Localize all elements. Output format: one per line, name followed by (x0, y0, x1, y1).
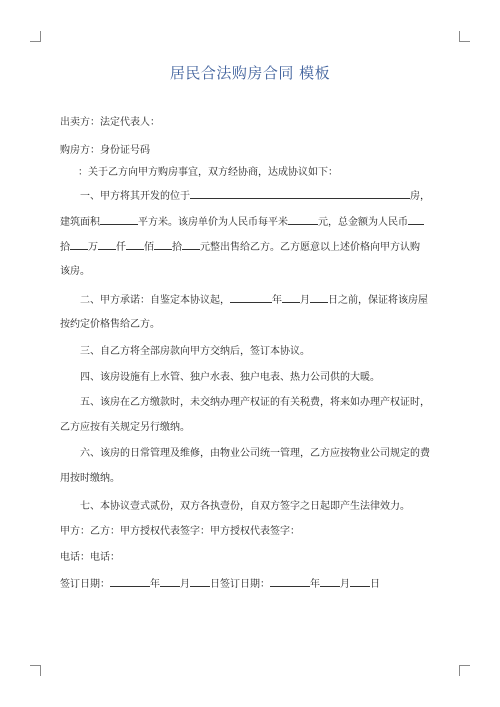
clause-2-text-a: 二、甲方承诺：自鉴定本协议起， (80, 295, 230, 306)
signers-line: 甲方：乙方：甲方授权代表签字：甲方授权代表签字： (60, 526, 300, 537)
corner-mark-bottom-left (30, 665, 41, 676)
day-blank (310, 293, 328, 303)
clause-2-year-label: 年 (272, 295, 282, 306)
sign-day-blank-1 (190, 577, 210, 587)
clause-6-line-2: 用按时缴纳。 (60, 473, 120, 484)
amount-blank-3 (126, 240, 144, 250)
clause-6-text-a: 六、该房的日常管理及维修，由物业公司统一管理，乙方应按物业公司规定的费 (80, 448, 430, 459)
year-blank (230, 293, 272, 303)
amount-blank-1 (70, 240, 88, 250)
corner-mark-top-left (30, 31, 41, 42)
clause-5-line-2: 乙方应按有关规定另行缴纳。 (60, 422, 190, 433)
corner-mark-bottom-right (459, 665, 470, 676)
sign-month-label-2: 月 (340, 579, 350, 590)
clause-5-text-a: 五、该房在乙方缴款时，未交纳办理产权证的有关税费，将来如办理产权证时， (80, 397, 430, 408)
amount-wan-label: 万 (88, 242, 98, 253)
clause-4-text: 四、该房设施有上水管、独户水表、独户电表、热力公司供的大暖。 (80, 372, 380, 383)
clause-2-line-2: 按约定价格售给乙方。 (60, 319, 160, 330)
location-blank (190, 189, 410, 199)
clause-4-line (60, 371, 445, 384)
sign-date-line (60, 577, 445, 591)
amount-blank-2 (98, 240, 116, 250)
amount-blank-5 (182, 240, 200, 250)
amount-tail-text: 元整出售给乙方。乙方愿意以上述价格向甲方认购 (200, 242, 420, 253)
amount-shi2-label: 拾 (172, 242, 182, 253)
clause-2-month-label: 月 (300, 295, 310, 306)
seller-line: 出卖方：法定代表人： (60, 117, 160, 128)
clause-1-line-1 (60, 189, 445, 203)
clause-1-line-4: 该房。 (60, 266, 90, 277)
clause-1-area-label: 建筑面积 (60, 217, 100, 228)
buyer-line: 购房方：身份证号码 (60, 145, 150, 156)
sign-year-label-2: 年 (310, 579, 320, 590)
total-blank (408, 215, 424, 225)
month-blank (282, 293, 300, 303)
sign-date-label: 签订日期： (60, 579, 110, 590)
clause-7-text: 七、本协议壹式贰份，双方各执壹份，自双方签字之日起即产生法律效力。 (80, 501, 410, 512)
clause-1-total-label: 元，总金额为人民币 (318, 217, 408, 228)
sign-day-label-2: 日 (370, 579, 380, 590)
clause-1-line-3 (60, 240, 445, 254)
intro-line (60, 166, 445, 179)
clause-5-line-1 (60, 396, 445, 409)
sign-year-blank-1 (110, 577, 150, 587)
clause-2-line-1 (60, 293, 445, 307)
sign-month-blank-2 (320, 577, 340, 587)
clause-1-line-2 (60, 215, 445, 229)
clause-1-text-a: 一、甲方将其开发的位于 (80, 191, 190, 202)
corner-mark-top-right (459, 31, 470, 42)
amount-blank-4 (154, 240, 172, 250)
sign-year-blank-2 (270, 577, 310, 587)
phones-line: 电话：电话： (60, 552, 120, 563)
clause-3-text: 三、自乙方将全部房款向甲方交纳后，签订本协议。 (80, 346, 310, 357)
document-title: 居民合法购房合同 模板 (169, 64, 331, 82)
sign-month-blank-1 (160, 577, 180, 587)
clause-1-unit-price-label: 平方米。该房单价为人民币每平米 (138, 217, 288, 228)
clause-1-text-b: 房， (410, 191, 430, 202)
sign-year-label-1: 年 (150, 579, 160, 590)
amount-bai-label: 佰 (144, 242, 154, 253)
area-blank (100, 215, 138, 225)
amount-qian-label: 仟 (116, 242, 126, 253)
clause-3-line (60, 345, 445, 358)
unit-price-blank (288, 215, 318, 225)
amount-shi-label: 拾 (60, 242, 70, 253)
sign-date-label-2: 日签订日期： (210, 579, 270, 590)
clause-7-line (60, 500, 445, 513)
clause-2-text-d: 日之前，保证将该房屋 (328, 295, 428, 306)
sign-month-label-1: 月 (180, 579, 190, 590)
clause-6-line-1 (60, 447, 445, 460)
sign-day-blank-2 (350, 577, 370, 587)
intro-text: ：关于乙方向甲方购房事宜，双方经协商，达成协议如下： (78, 167, 338, 178)
